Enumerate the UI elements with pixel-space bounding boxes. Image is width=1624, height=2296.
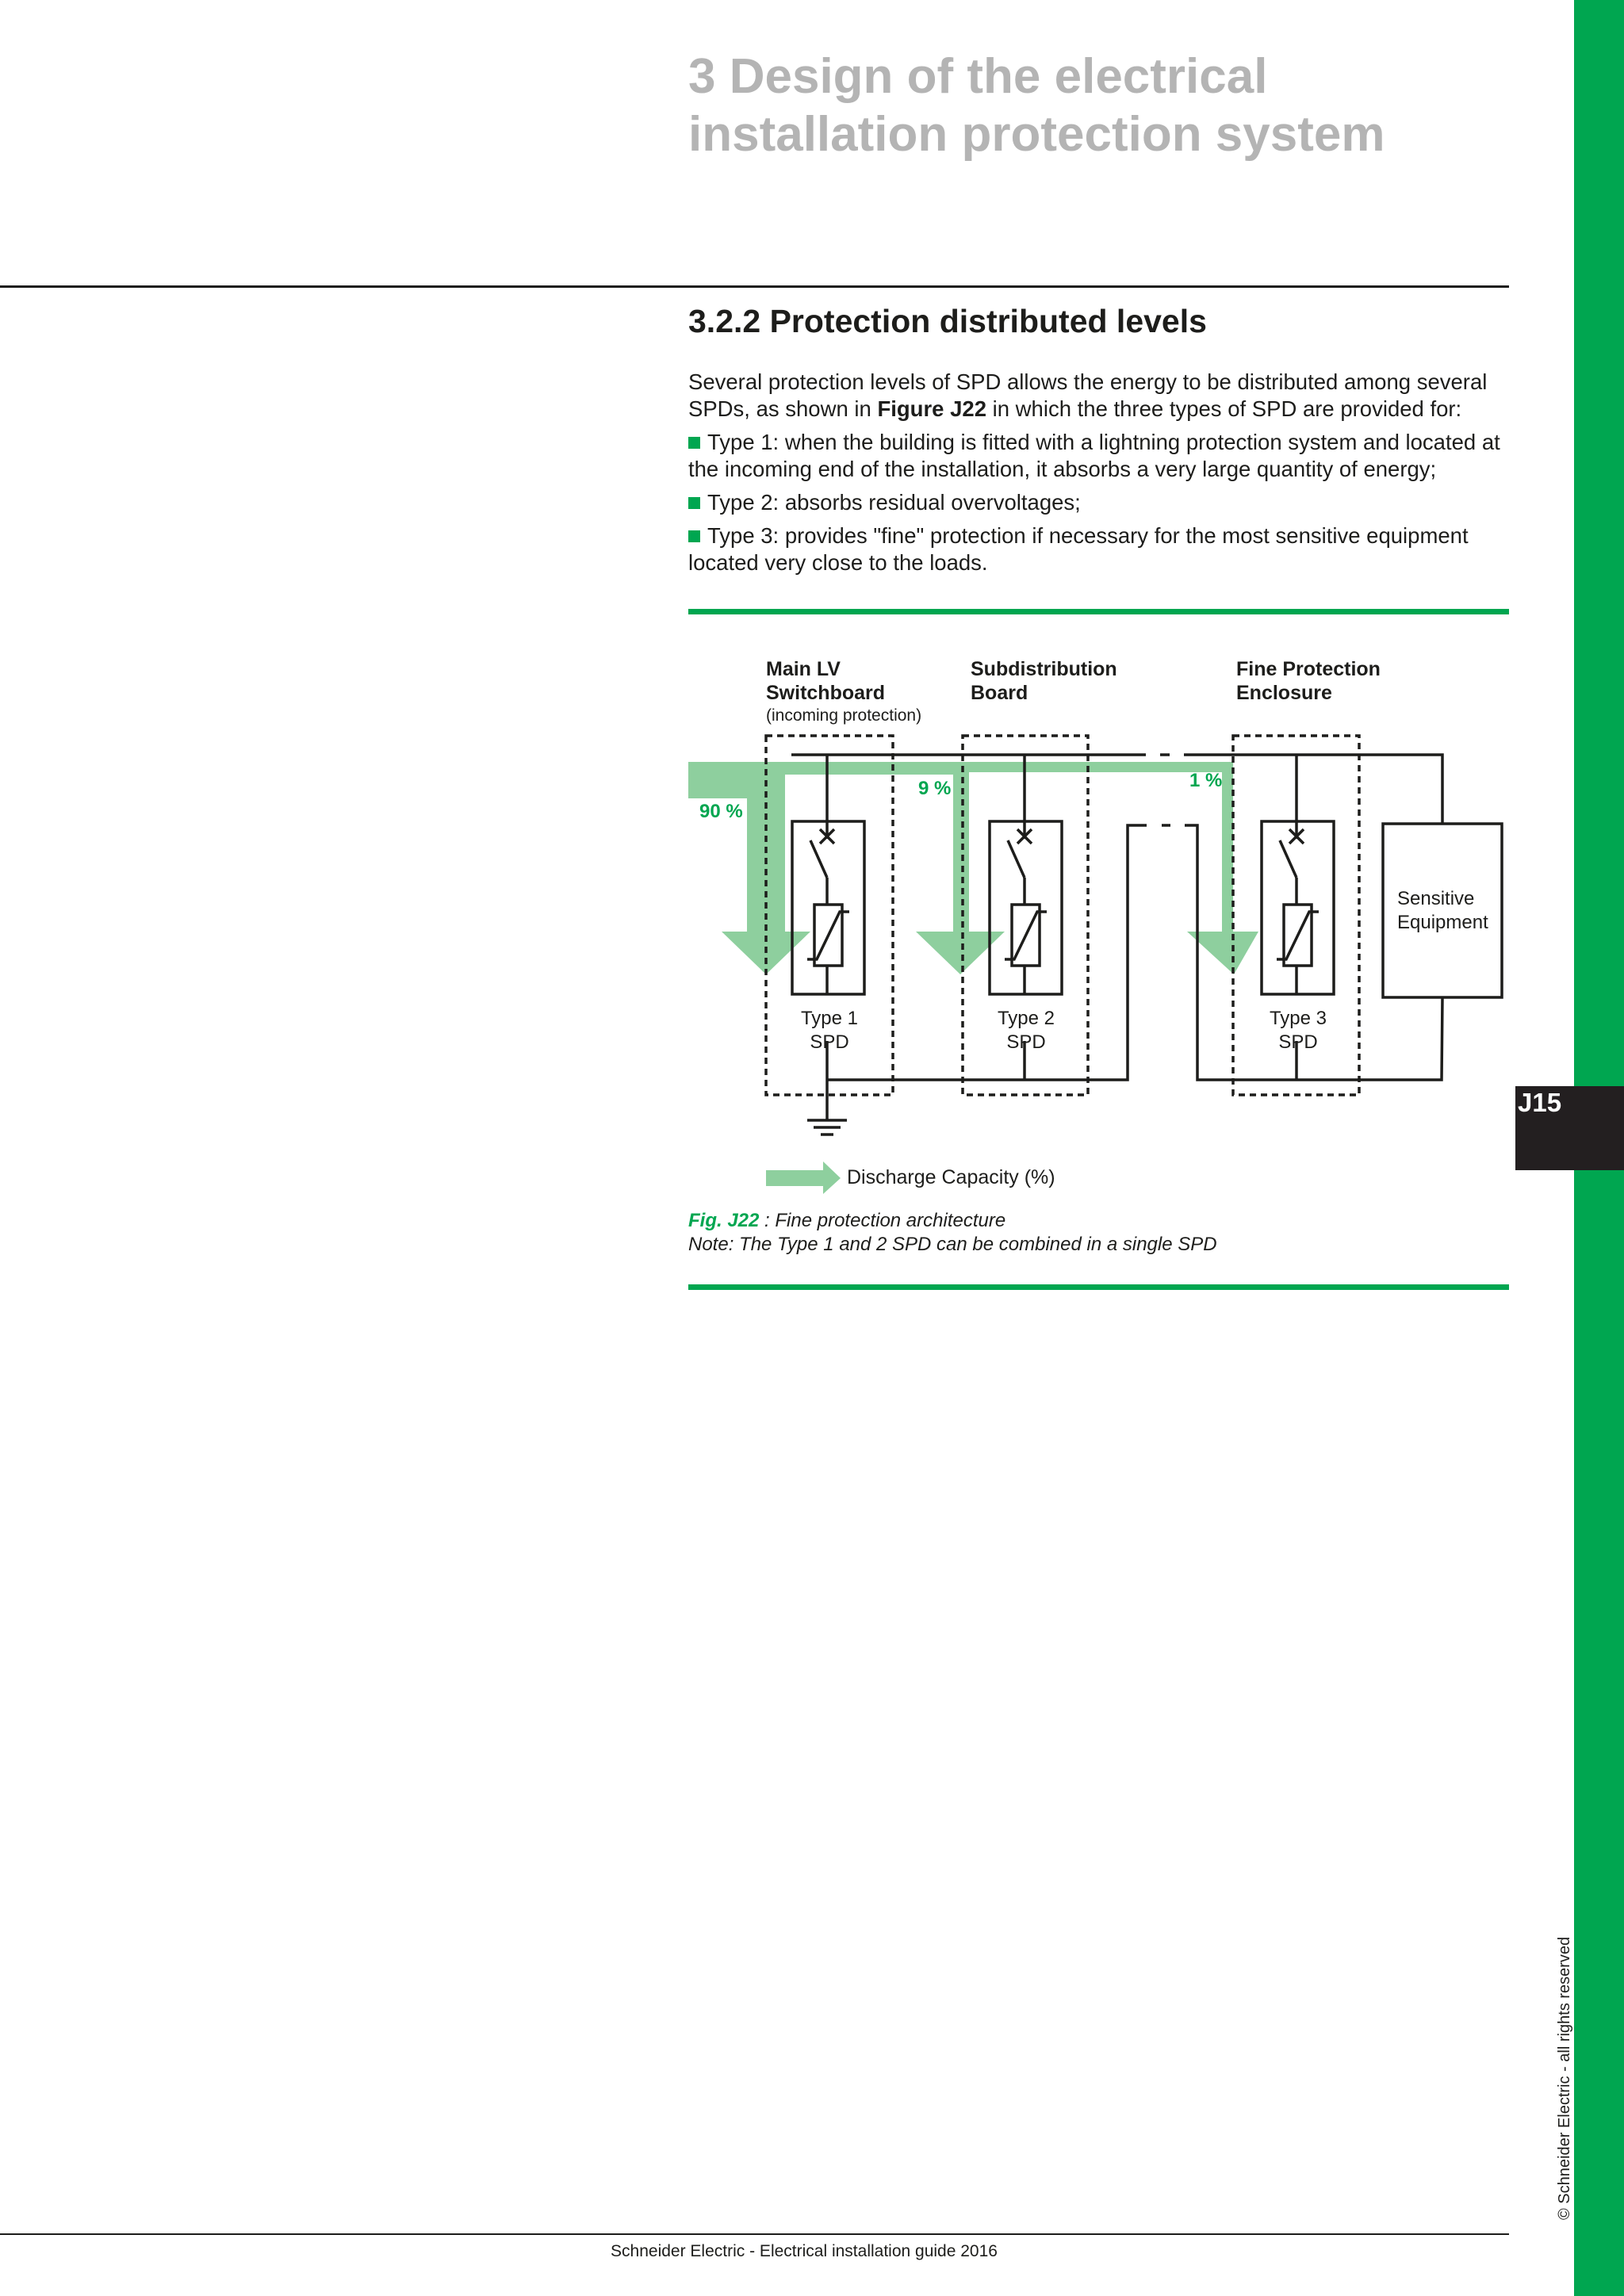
percent-1-label: 1 % <box>1189 770 1223 791</box>
figure-caption <box>688 1209 1217 1257</box>
footer-rule <box>0 2233 1509 2235</box>
main-lv-note: (incoming protection) <box>766 706 922 725</box>
sensitive-label-1: Sensitive <box>1397 888 1475 909</box>
spd-type1-symbol <box>792 821 864 994</box>
type3-label-1: Type 3 <box>1269 1008 1327 1029</box>
bullet-text: Type 1: when the building is fitted with a lightning protection system and located at the incoming end of the installation, it absorbs a very large quantity of energy; <box>688 430 1500 481</box>
percent-9-label: 9 % <box>918 778 952 799</box>
sensitive-label-2: Equipment <box>1397 912 1488 933</box>
copyright-notice: © Schneider Electric - all rights reserved <box>1556 1936 1573 2220</box>
intro-text-2: in which the three types of SPD are provided for: <box>986 396 1462 421</box>
spd-type2-symbol <box>990 821 1062 994</box>
neutral-return <box>827 825 1147 1080</box>
chapter-title-line2: installation protection system <box>688 107 1385 162</box>
type1-label-1: Type 1 <box>800 1008 859 1029</box>
bullet-text: Type 2: absorbs residual overvoltages; <box>707 490 1081 515</box>
caption-note: Note: The Type 1 and 2 SPD can be combined in a single SPD <box>688 1234 1217 1255</box>
legend-label: Discharge Capacity (%) <box>847 1166 1055 1188</box>
fine-title-1: Fine Protection <box>1236 658 1381 680</box>
caption-line <box>688 1209 1217 1233</box>
chapter-title-line1: 3 Design of the electrical <box>688 49 1268 104</box>
percent-90-label: 90 % <box>699 801 743 822</box>
section-title: 3.2.2 Protection distributed levels <box>688 303 1207 339</box>
fine-title-2: Enclosure <box>1236 682 1332 704</box>
legend-arrow-icon <box>766 1161 841 1194</box>
subdist-title-1: Subdistribution <box>971 658 1117 680</box>
figure-bottom-rule <box>688 1284 1509 1290</box>
spd-type3-symbol <box>1262 821 1334 994</box>
intro-text-1: Several protection levels of SPD allows the energy to be distributed among several SPDs, as shown in <box>688 369 1488 421</box>
type1-label-2: SPD <box>810 1031 849 1053</box>
type2-label-1: Type 2 <box>997 1008 1055 1029</box>
type3-label-2: SPD <box>1278 1031 1318 1053</box>
figure-title: : Fine protection architecture <box>759 1210 1006 1231</box>
bullet-text: Type 3: provides "fine" protection if necessary for the most sensitive equipment located very close to the loads. <box>688 523 1469 575</box>
discharge-flow <box>688 762 1258 974</box>
figure-reference: Figure J22 <box>877 396 986 421</box>
page-number: J15 <box>1518 1088 1562 1117</box>
main-lv-title-2: Switchboard <box>766 682 886 704</box>
type2-label-2: SPD <box>1006 1031 1046 1053</box>
figure-label: Fig. J22 <box>688 1210 760 1231</box>
page-footer: Schneider Electric - Electrical installation guide 2016 <box>611 2242 998 2260</box>
sensitive-equipment-box <box>1383 824 1502 997</box>
main-lv-title-1: Main LV <box>766 658 841 680</box>
subdist-title-2: Board <box>971 682 1028 704</box>
